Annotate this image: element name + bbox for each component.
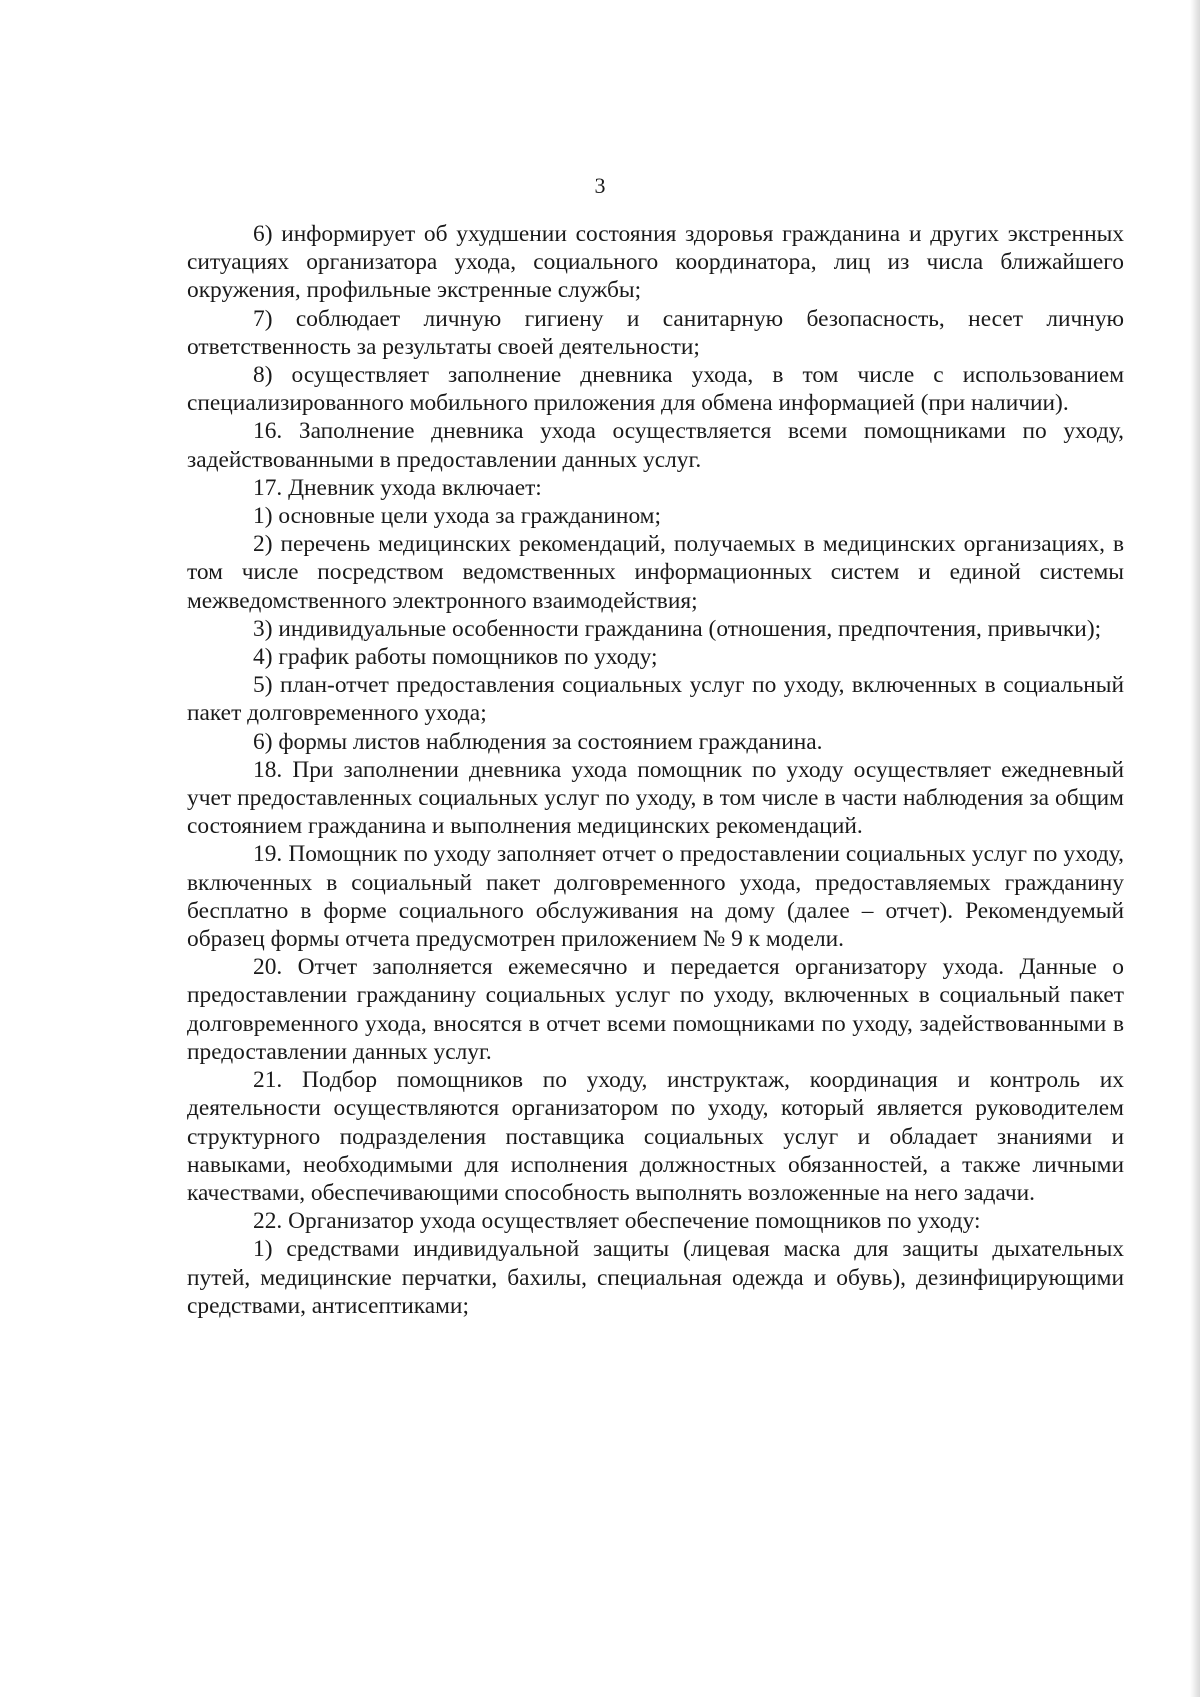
page-edge-shadow <box>1190 0 1200 1697</box>
paragraph: 6) формы листов наблюдения за состоянием гражданина. <box>253 728 823 755</box>
paragraph: 17. Дневник ухода включает: <box>253 474 542 501</box>
paragraph: 3) индивидуальные особенности гражданина (отношения, предпочтения, привычки); <box>253 615 1102 642</box>
paragraph: 22. Организатор ухода осуществляет обеспечение помощников по уходу: <box>253 1208 981 1235</box>
paragraph: 6) информирует об ухудшении состояния здоровья гражданина и других экстренных ситуациях организатора ухода, социального координатора, лиц из числа ближайшего окружения, профильные экстренные службы; <box>187 221 1124 304</box>
paragraph: 7) соблюдает личную гигиену и санитарную безопасность, несет личную ответственность за результаты своей деятельности; <box>187 305 1124 360</box>
paragraph: 18. При заполнении дневника ухода помощник по уходу осуществляет ежедневный учет предоставленных социальных услуг по уходу, в том числе в части наблюдения за общим состоянием гражданина и выполнения медицинских рекомендаций. <box>187 756 1124 840</box>
page-number: 3 <box>594 173 606 198</box>
paragraph: 21. Подбор помощников по уходу, инструктаж, координация и контроль их деятельности осуществляются организатором по уходу, который является руководителем структурного подразделения поставщика социальных услуг и обладает знаниями и навыками, необходимыми для исполнения должностных обязанностей, а также личными качествами, обеспечивающими способность выполнять возложенные на него задачи. <box>187 1067 1124 1206</box>
paragraph: 16. Заполнение дневника ухода осуществляется всеми помощниками по уходу, задействованными в предоставлении данных услуг. <box>187 418 1124 473</box>
paragraph: 4) график работы помощников по уходу; <box>253 644 658 671</box>
paragraph: 20. Отчет заполняется ежемесячно и передается организатору ухода. Данные о предоставлении гражданину социальных услуг по уходу, включенных в социальный пакет долговременного ухода, вносятся в отчет всеми помощниками по уходу, задействованными в предоставлении данных услуг. <box>187 954 1124 1065</box>
paragraph: 5) план-отчет предоставления социальных услуг по уходу, включенных в социальный пакет долговременного ухода; <box>187 672 1124 727</box>
paragraph: 1) основные цели ухода за гражданином; <box>253 503 661 530</box>
document-body <box>187 220 1124 1320</box>
paragraph: 8) осуществляет заполнение дневника ухода, в том числе с использованием специализированного мобильного приложения для обмена информацией (при наличии). <box>187 362 1124 417</box>
paragraph: 1) средствами индивидуальной защиты (лицевая маска для защиты дыхательных путей, медицинские перчатки, бахилы, специальная одежда и обувь), дезинфицирующими средствами, антисептиками; <box>187 1236 1124 1319</box>
paragraph: 2) перечень медицинских рекомендаций, получаемых в медицинских организациях, в том числе посредством ведомственных информационных систем и единой системы межведомственного электронного взаимодействия; <box>187 531 1124 614</box>
paragraph: 19. Помощник по уходу заполняет отчет о предоставлении социальных услуг по уходу, включенных в социальный пакет долговременного ухода, предоставляемых гражданину бесплатно в форме социального обслуживания на дому (далее – отчет). Рекомендуемый образец формы отчета предусмотрен приложением № 9 к модели. <box>187 841 1124 953</box>
